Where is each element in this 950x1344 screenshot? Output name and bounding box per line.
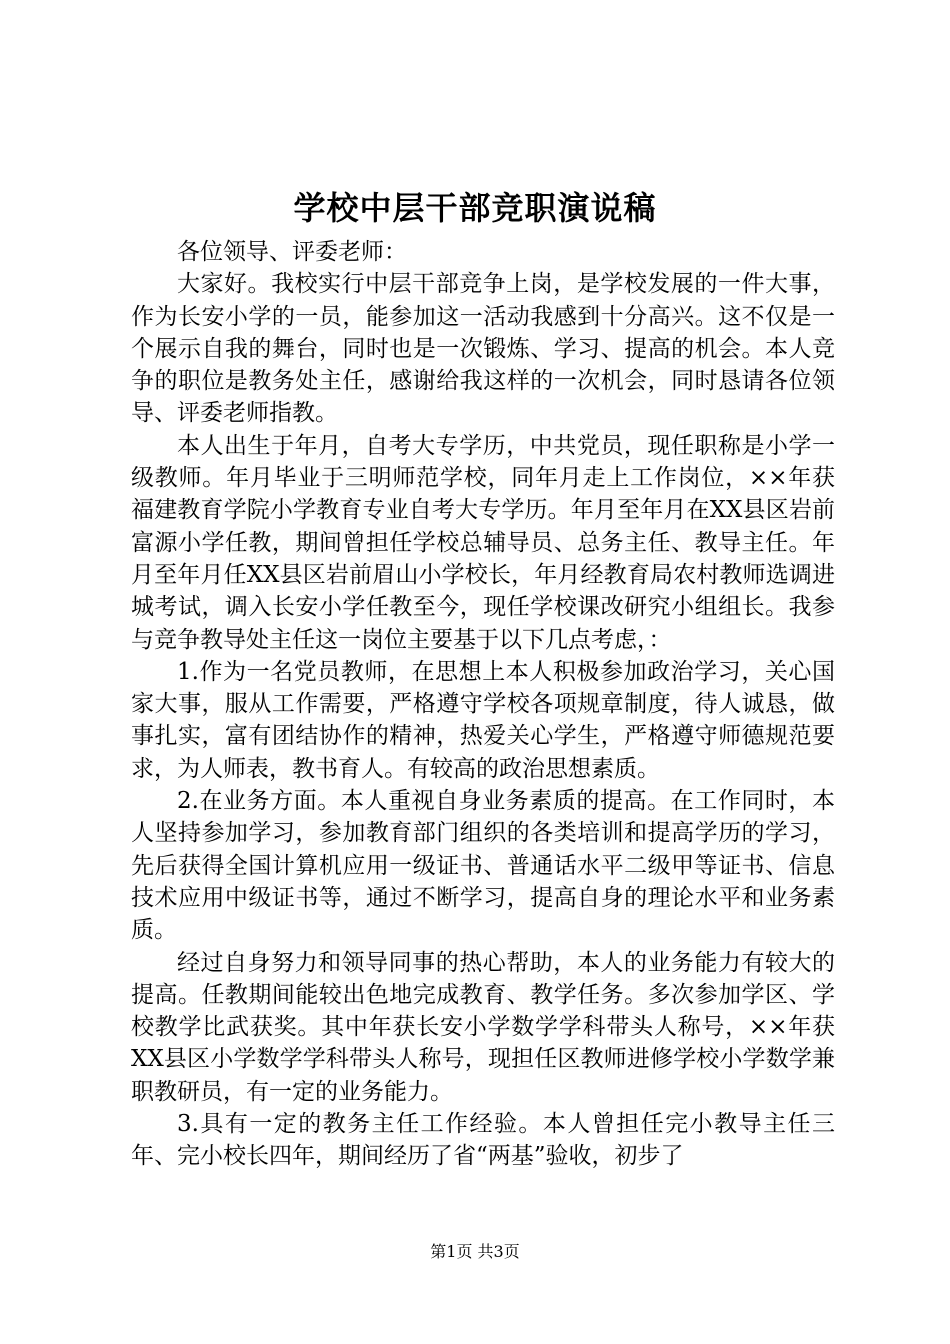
paragraph-point-1: 1.作为一名党员教师，在思想上本人积极参加政治学习，关心国家大事，服从工作需要，严格遵守学校各项规章制度，待人诚恳，做事扎实，富有团结协作的精神，热爱关心学生，严格遵守师德规范要求，为人师表，教书育人。有较高的政治思想素质。 bbox=[131, 658, 835, 782]
paragraph-point-3: 3.具有一定的教务主任工作经验。本人曾担任完小教导主任三年、完小校长四年，期间经历了省“两基”验收，初步了 bbox=[131, 1111, 835, 1170]
document-body bbox=[131, 236, 835, 1173]
paragraph-background: 本人出生于年月，自考大专学历，中共党员，现任职称是小学一级教师。年月毕业于三明师范学校，同年月走上工作岗位，××年获福建教育学院小学教育专业自考大专学历。年月至年月在XX县区岩前富源小学任教，期间曾担任学校总辅导员、总务主任、教导主任。年月至年月任XX县区岩前眉山小学校长，年月经教育局农村教师选调进城考试，调入长安小学任教至今，现任学校课改研究小组组长。我参与竞争教导处主任这一岗位主要基于以下几点考虑，： bbox=[131, 432, 835, 653]
paragraph-ability: 经过自身努力和领导同事的热心帮助，本人的业务能力有较大的提高。任教期间能较出色地完成教育、教学任务。多次参加学区、学校教学比武获奖。其中年获长安小学数学学科带头人称号，××年获XX县区小学数学学科带头人称号，现担任区教师进修学校小学数学兼职教研员，有一定的业务能力。 bbox=[131, 949, 835, 1105]
paragraph-greeting: 大家好。我校实行中层干部竞争上岗，是学校发展的一件大事，作为长安小学的一员，能参加这一活动我感到十分高兴。这不仅是一个展示自我的舞台，同时也是一次锻炼、学习、提高的机会。本人竞争的职位是教务处主任，感谢给我这样的一次机会，同时恳请各位领导、评委老师指教。 bbox=[131, 271, 835, 427]
document-title: 学校中层干部竞职演说稿 bbox=[293, 189, 657, 227]
salutation: 各位领导、评委老师： bbox=[177, 239, 407, 265]
paragraph-point-2: 2.在业务方面。本人重视自身业务素质的提高。在工作同时，本人坚持参加学习，参加教育部门组织的各类培训和提高学历的学习，先后获得全国计算机应用一级证书、普通话水平二级甲等证书、信息技术应用中级证书等，通过不断学习，提高自身的理论水平和业务素质。 bbox=[131, 788, 835, 944]
page-footer: 第1页 共3页 bbox=[430, 1242, 520, 1261]
